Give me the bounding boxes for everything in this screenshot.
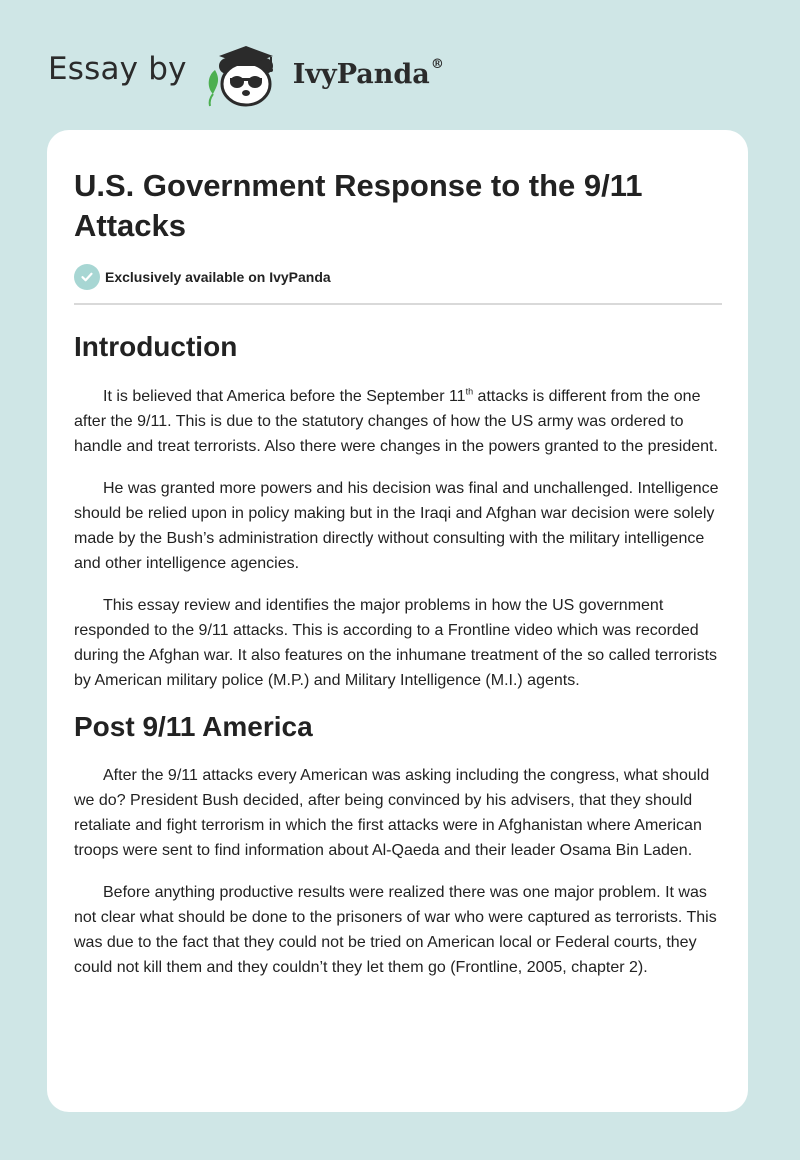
ordinal-suffix: th [465, 386, 474, 397]
registered-mark: ® [430, 56, 444, 72]
intro-paragraph-1-text-b: attacks is different from the one after the 9/11. This is due to the statutory changes of how the US army was ordered to handle and treat terrorists. Also there were changes in the powers granted to the president. [74, 388, 718, 455]
exclusive-badge-text: Exclusively available on IvyPanda [105, 269, 331, 285]
check-circle-icon [74, 264, 100, 290]
brand-name-text: IvyPanda [292, 58, 430, 90]
essay-card [47, 130, 748, 1112]
post911-paragraph-1: After the 9/11 attacks every American was asking including the congress, what should we do? President Bush decided, after being convinced by his advisers, that they should retaliate and fight terrorism in which the first attacks were in Afghanistan where American troops were sent to find information about Al-Qaeda and their leader Osama Bin Laden. [74, 767, 710, 859]
intro-paragraph-3: This essay review and identifies the major problems in how the US government responded to the 9/11 attacks. This is according to a Frontline video which was recorded during the Afghan war. It also features on the inhumane treatment of the so called terrorists by American military police (M.P.) and Military Intelligence (M.I.) agents. [74, 597, 718, 689]
intro-paragraph-1-text-a: It is believed that America before the September 11 [103, 388, 466, 405]
intro-paragraph-2: He was granted more powers and his decision was final and unchallenged. Intelligence should be relied upon in policy making but in the Iraqi and Afghan war decision were solely made by the Bush’s administration directly without consulting with the military intelligence and other intelligence agencies. [74, 480, 719, 572]
site-header [48, 36, 444, 108]
post911-paragraph-2: Before anything productive results were realized there was one major problem. It was not clear what should be done to the prisoners of war who were captured as terrorists. This was due to the fact that they could not be tried on American local or Federal courts, they could not kill them and they couldn’t they let them go (Frontline, 2005, chapter 2). [74, 884, 717, 976]
section-heading-introduction: Introduction [74, 331, 238, 362]
essay-by-label: Essay by [48, 51, 187, 87]
section-heading-post-911: Post 9/11 America [74, 711, 313, 742]
panda-graduation-cap-logo-icon[interactable] [201, 36, 291, 108]
intro-paragraph-1 [74, 384, 722, 459]
essay-title: U.S. Government Response to the 9/11 Attacks [74, 168, 643, 243]
brand-name[interactable] [292, 56, 444, 90]
exclusive-badge [74, 264, 722, 305]
